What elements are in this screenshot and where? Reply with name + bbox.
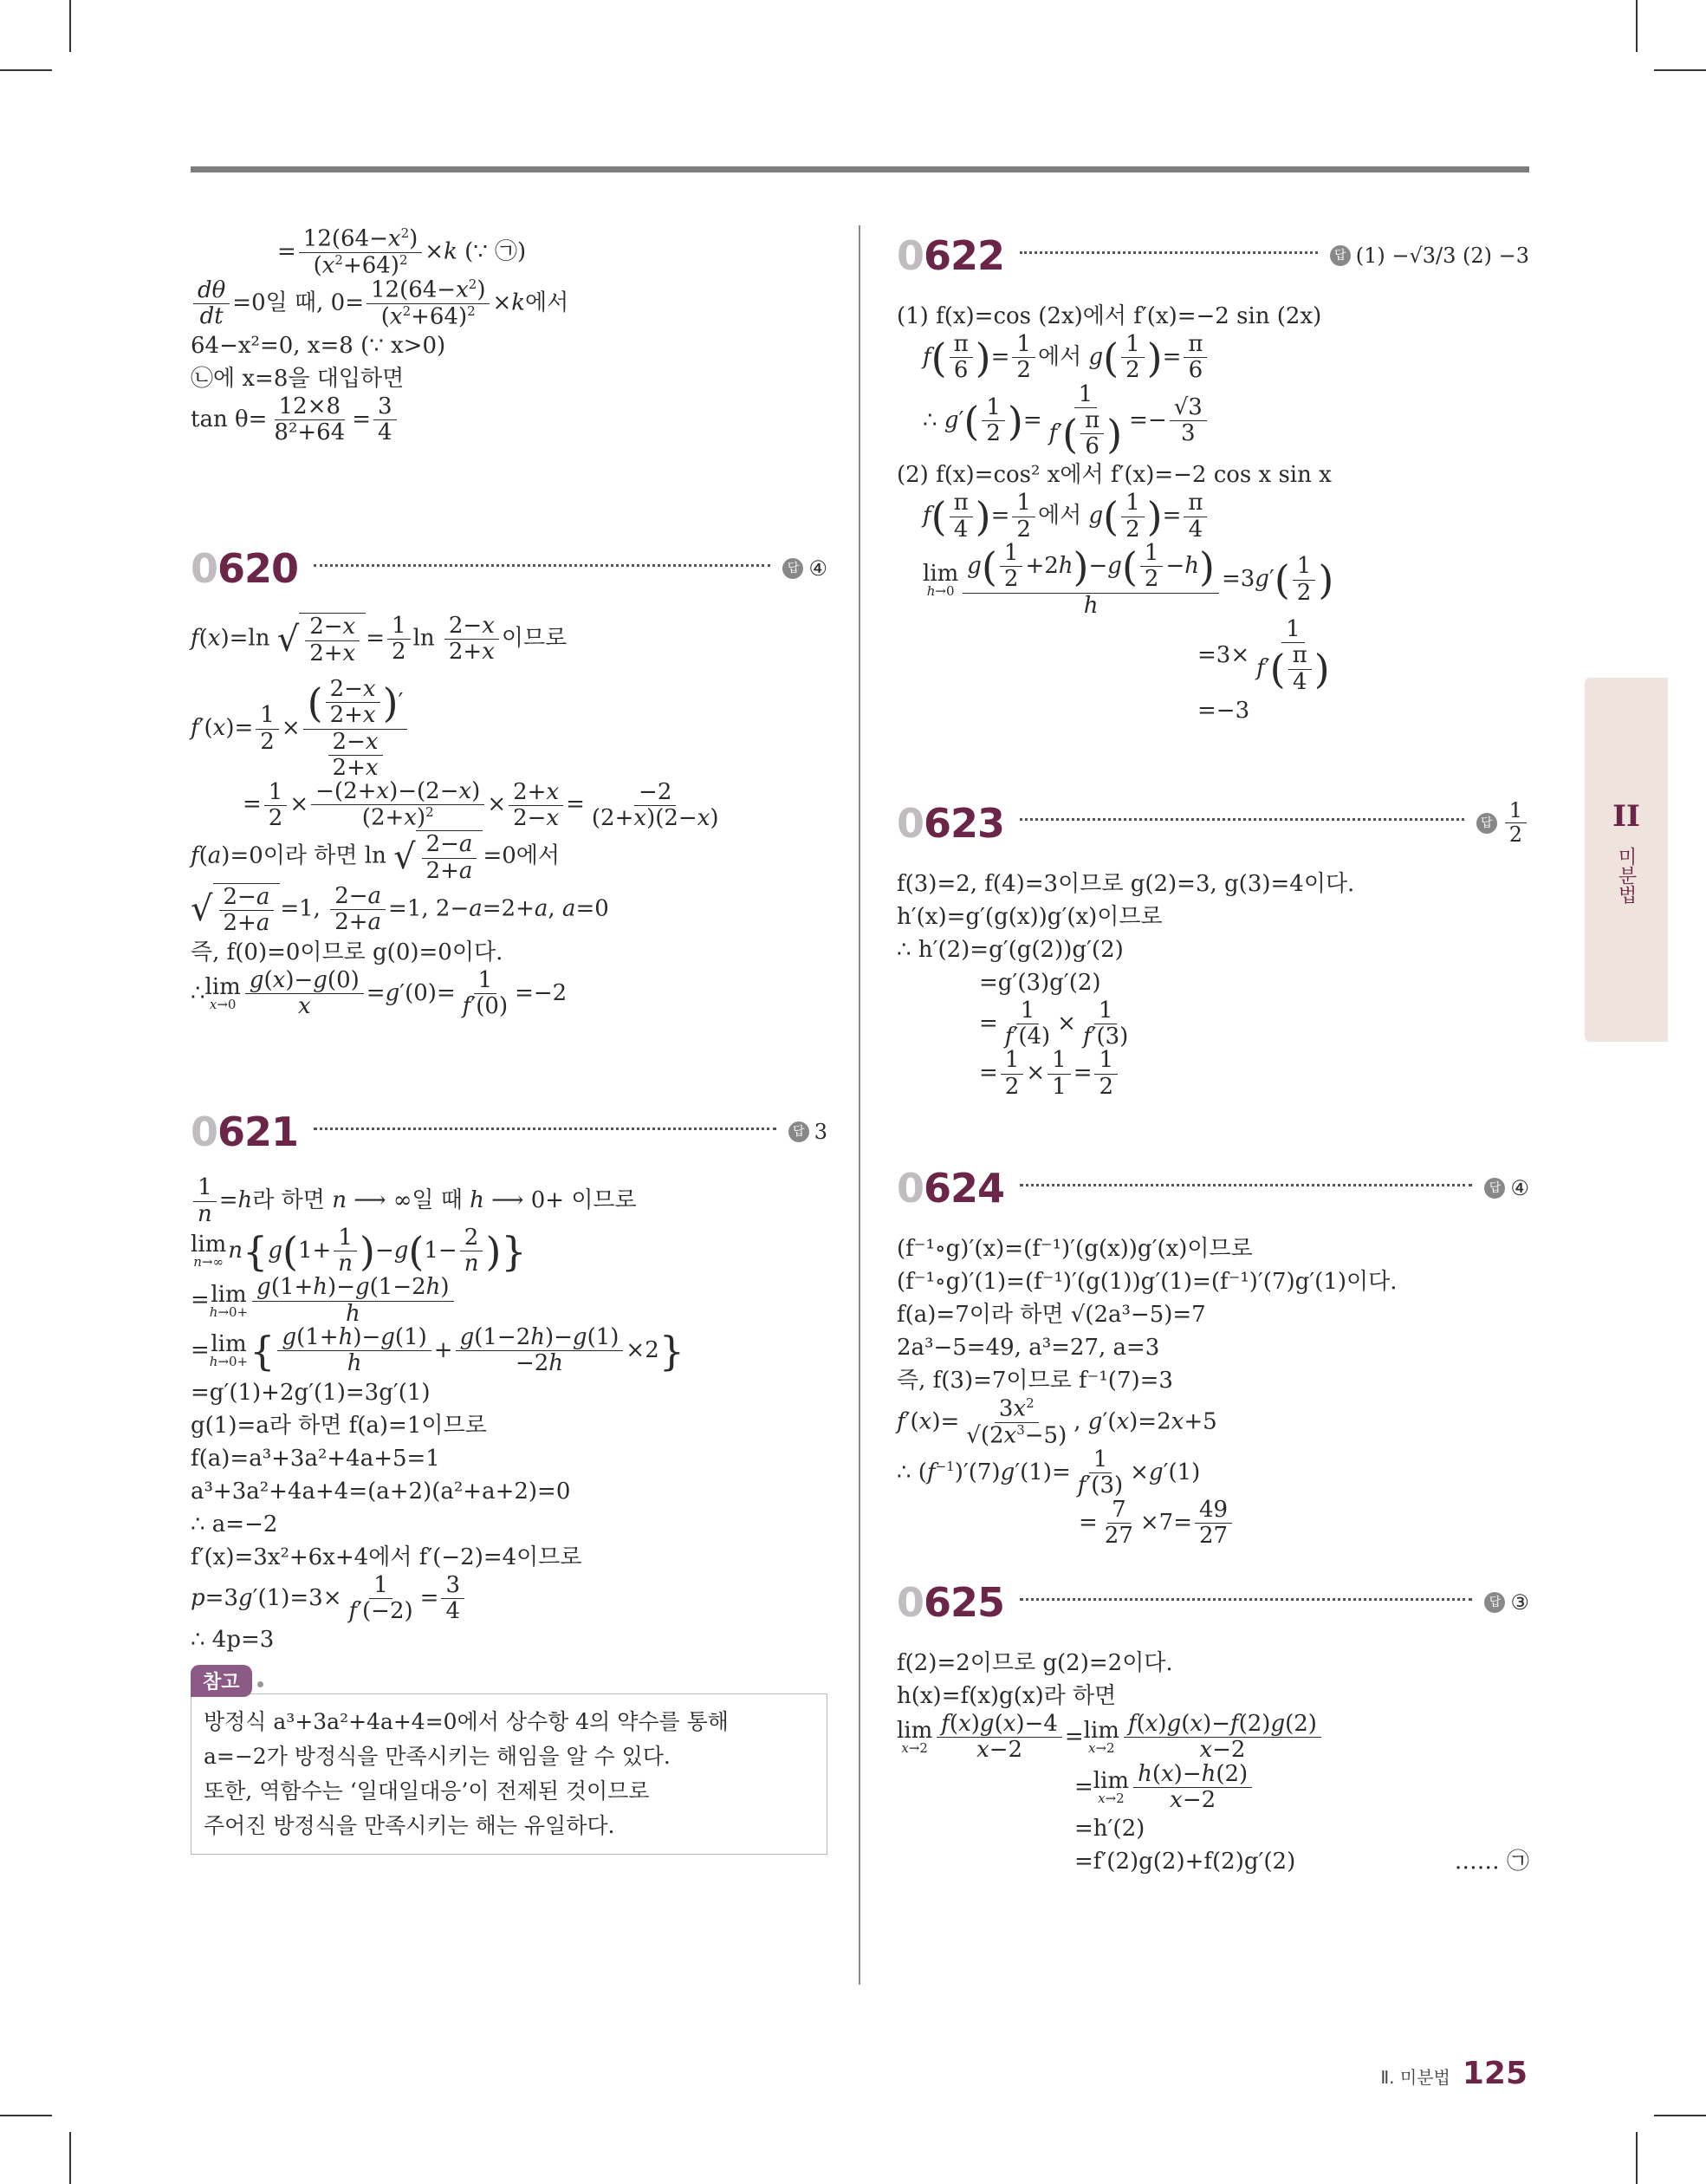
math-line: f(2)=2이므로 g(2)=2이다. — [897, 1650, 1173, 1677]
math-line: =f′(2)g(2)+f(2)g′(2) …… ㉠ — [1074, 1849, 1529, 1875]
math-line: f(a)=a³+3a²+4a+5=1 — [191, 1445, 440, 1472]
problem-625 — [897, 1572, 1529, 1878]
math-line: (1) f(x)=cos (2x)에서 f′(x)=−2 sin (2x) — [897, 303, 1322, 329]
left-column — [191, 227, 827, 1855]
math-line: $\frac{d\theta}{dt}$ =0일 때, 0= $\frac{12(64-x^2)}{(x^2+64)^2}$ ×k에서 — [191, 278, 827, 329]
problem-number: 0 624 — [897, 1165, 1005, 1212]
problem-number: 0 622 — [897, 232, 1005, 279]
math-line: ∴ h′(2)=g′(g(2))g′(2) — [897, 936, 1124, 963]
leader-dots — [1020, 1184, 1472, 1186]
answer: 답 3 — [788, 1120, 827, 1144]
crop-mark — [1636, 0, 1638, 52]
math-line: 즉, f(0)=0이므로 g(0)=0이다. — [191, 939, 503, 965]
problem-header — [897, 793, 1529, 854]
note-line: 또한, 역함수는 ‘일대일대응’이 전제된 것이므로 — [204, 1778, 650, 1804]
math-line: tan θ= $\frac{12\times 8}{\text{8²+64}}$ = $\frac{3}{4}$ — [191, 395, 827, 445]
note-box — [191, 1693, 827, 1855]
note-line: 주어진 방정식을 만족시키는 해는 유일하다. — [204, 1813, 615, 1839]
note-label: 참고 — [191, 1665, 252, 1697]
math-line: = $\frac{1}{2}$ × $\frac{1}{1}$ = $\frac{1}{2}$ — [897, 1049, 1529, 1099]
page-number: 125 — [1462, 2056, 1528, 2091]
math-line: √ $\frac{2-a}{2+a}$ =1, $\frac{2-a}{2+a}$ =1, 2−a=2+a, a=0 — [191, 882, 609, 937]
problem-header — [897, 1158, 1529, 1219]
math-line: 64−x²=0, x=8 (∵ x>0) — [191, 332, 446, 359]
chapter-label: 미분법 — [1615, 847, 1637, 904]
answer-icon: 답 — [1484, 1592, 1505, 1613]
math-line: (f⁻¹∘g)′(x)=(f⁻¹)′(g(x))g′(x)이므로 — [897, 1236, 1253, 1263]
math-line: ∴ a=−2 — [191, 1511, 278, 1537]
math-line: (2) f(x)=cos² x에서 f′(x)=−2 cos x sin x — [897, 462, 1332, 489]
math-line: f′(x)=3x²+6x+4에서 f′(−2)=4이므로 — [191, 1544, 582, 1570]
math-line: = $\frac{7}{27}$ ×7= $\frac{49}{27}$ — [897, 1498, 1529, 1549]
math-line: =g′(1)+2g′(1)=3g′(1) — [191, 1379, 431, 1406]
problem-header — [897, 225, 1529, 286]
math-line: ∴ $(f^{-1})'(7)g'(1)=$ $\frac{1}{f'(3)}$ ×g′(1) — [897, 1446, 1201, 1499]
problem-header — [191, 538, 827, 599]
math-line: ∴ g′( $\frac{1}{2}$ )= 1 f′( $\frac{\pi}{6}$ ) =− $\frac{√3}{3}$ — [897, 383, 1529, 459]
section-label: Ⅱ. 미분법 — [1380, 2067, 1450, 2088]
math-line: ㉡에 x=8을 대입하면 — [191, 365, 405, 392]
math-line: (f⁻¹∘g)′(1)=(f⁻¹)′(g(1))g′(1)=(f⁻¹)′(7)g′(1)이다. — [897, 1269, 1398, 1296]
problem-623 — [897, 793, 1529, 1099]
answer: 답 ④ — [782, 556, 827, 581]
answer-icon: 답 — [1330, 245, 1351, 266]
answer: 답 (1) −√3/3 (2) −3 — [1330, 244, 1529, 268]
math-line: lim h→0 g( $\frac{1}{2}$ +2h)−g( $\frac{1}{2}$ −h) h =3g′( $\frac{1}{2}$ ) — [923, 540, 1334, 619]
problem-620 — [191, 538, 827, 1018]
leader-dots — [314, 564, 770, 567]
math-line: = $\frac{1}{2}$ × $\frac{-(2+x)-(2-x)}{(2+x)^2}$ × $\frac{2+x}{2-x}$ = $\frac{-2}{(2+x)(2-x)}$ — [243, 778, 719, 832]
math-line: ∴ lim x→0 $\frac{g(x)-g(0)}{x}$ =g′(0)= $\frac{1}{f'(0)}$ =−2 — [191, 966, 568, 1019]
note-line: 방정식 a³+3a²+4a+4=0에서 상수항 4의 약수를 통해 — [204, 1709, 729, 1735]
math-line: =−3 — [1197, 697, 1250, 724]
math-line: $\frac{1}{n}$ =h라 하면 n ⟶ ∞일 때 h ⟶ 0+ 이므로 — [191, 1176, 827, 1226]
math-line: = $\frac{1}{f'(4)}$ × $\frac{1}{f'(3)}$ — [979, 997, 1129, 1050]
problem-number: 0 620 — [191, 545, 299, 593]
crop-mark — [1654, 69, 1706, 71]
math-line: f(a)=0이라 하면 ln √ $\frac{2-a}{2+a}$ =0에서 — [191, 831, 560, 884]
page-footer — [1380, 2056, 1528, 2091]
problem-number: 0 623 — [897, 799, 1005, 847]
answer: 답 $\frac{1}{2}$ — [1476, 800, 1529, 846]
leader-dots — [314, 1128, 776, 1130]
answer-icon: 답 — [782, 558, 803, 579]
math-line: f(x)=ln √ $\frac{2-x}{2+x}$ = $\frac{1}{2}$ ln $\frac{2-x}{2+x}$ 이므로 — [191, 612, 568, 666]
math-line: h′(x)=g′(g(x))g′(x)이므로 — [897, 903, 1163, 930]
reference-note — [191, 1665, 827, 1855]
problem-number: 0 625 — [897, 1579, 1005, 1627]
math-line: h(x)=f(x)g(x)라 하면 — [897, 1683, 1117, 1710]
leader-dots — [1020, 818, 1464, 821]
crop-mark — [69, 0, 71, 52]
crop-mark — [69, 2132, 71, 2184]
math-line: = lim x→2 $\frac{h(x)-h(2)}{x-2}$ — [897, 1763, 1529, 1813]
math-line: 2a³−5=49, a³=27, a=3 — [897, 1335, 1160, 1362]
math-line: f′(x)= $\frac{1}{2}$ × ( $\frac{2-x}{2+x}$ )′ $\frac{2-x}{2+x}$ — [191, 678, 827, 780]
answer-icon: 답 — [788, 1121, 809, 1142]
math-line: =3× 1 f′( $\frac{\pi}{4}$ ) — [1197, 615, 1330, 695]
math-line: = lim h→0+ { $\frac{g(1+h)-g(1)}{h}$ + $\frac{g(1-2h)-g(1)}{-2h}$ ×2} — [191, 1324, 685, 1377]
crop-mark — [1654, 2115, 1706, 2116]
column-divider — [859, 225, 860, 1985]
answer: 답 ③ — [1484, 1590, 1529, 1615]
math-line: 즉, f(3)=7이므로 f⁻¹(7)=3 — [897, 1368, 1173, 1394]
answer-icon: 답 — [1484, 1178, 1505, 1199]
note-dot — [257, 1681, 263, 1687]
math-line: ∴ 4p=3 — [191, 1627, 275, 1654]
right-column — [897, 227, 1529, 1878]
note-line: a=−2가 방정식을 만족시키는 해임을 알 수 있다. — [204, 1744, 671, 1770]
math-line: =h′(2) — [1074, 1816, 1145, 1843]
math-line: = lim h→0+ $\frac{g(1+h)-g(1-2h)}{h}$ — [191, 1276, 827, 1326]
math-line: = $\frac{12(64-x^2)}{(x^2+64)^2}$ ×k (∵ ㉠) — [277, 225, 527, 279]
math-line: lim x→2 $\frac{f(x)g(x)-4}{x-2}$ = lim x→2 $\frac{f(x)g(x)-f(2)g(2)}{x-2}$ — [897, 1713, 1529, 1763]
math-line: g(1)=a라 하면 f(a)=1이므로 — [191, 1412, 487, 1439]
math-line: f′(x)= $\frac{3x^2}{√(2x^3-5)}$ , g′(x)=2x+5 — [897, 1395, 1217, 1449]
problem-header — [897, 1572, 1529, 1633]
math-line: f(a)=7이라 하면 √(2a³−5)=7 — [897, 1302, 1206, 1329]
chapter-side-tab — [1585, 678, 1668, 1042]
crop-mark — [0, 2115, 52, 2116]
problem-621 — [191, 1102, 827, 1855]
math-line: f(3)=2, f(4)=3이므로 g(2)=3, g(3)=4이다. — [897, 870, 1355, 897]
problem-header — [191, 1102, 827, 1162]
math-line: =g′(3)g′(2) — [979, 969, 1101, 996]
header-rule — [191, 166, 1529, 172]
answer: 답 ④ — [1484, 1176, 1529, 1200]
crop-mark — [0, 69, 52, 71]
chapter-roman-numeral: II — [1612, 799, 1640, 834]
problem-624 — [897, 1158, 1529, 1548]
crop-mark — [1636, 2132, 1638, 2184]
leader-dots — [1020, 251, 1318, 254]
leader-dots — [1020, 1598, 1472, 1601]
math-line: a³+3a²+4a+4=(a+2)(a²+a+2)=0 — [191, 1478, 571, 1505]
math-line: f( $\frac{\pi}{6}$ )= $\frac{1}{2}$ 에서 g( $\frac{1}{2}$ )= $\frac{\pi}{6}$ — [897, 333, 1529, 383]
problem-622 — [897, 225, 1529, 727]
math-line: p=3g′(1)=3× $\frac{1}{f'(-2)}$ = $\frac{3}{4}$ — [191, 1574, 827, 1624]
math-line: f( $\frac{\pi}{4}$ )= $\frac{1}{2}$ 에서 g( $\frac{1}{2}$ )= $\frac{\pi}{4}$ — [897, 491, 1529, 542]
answer-icon: 답 — [1476, 813, 1497, 834]
continued-solution — [191, 227, 827, 445]
problem-number: 0 621 — [191, 1108, 299, 1156]
math-line: lim n→∞ n{g(1+ $\frac{1}{n}$ )−g(1− $\frac{2}{n}$ )} — [191, 1224, 527, 1277]
